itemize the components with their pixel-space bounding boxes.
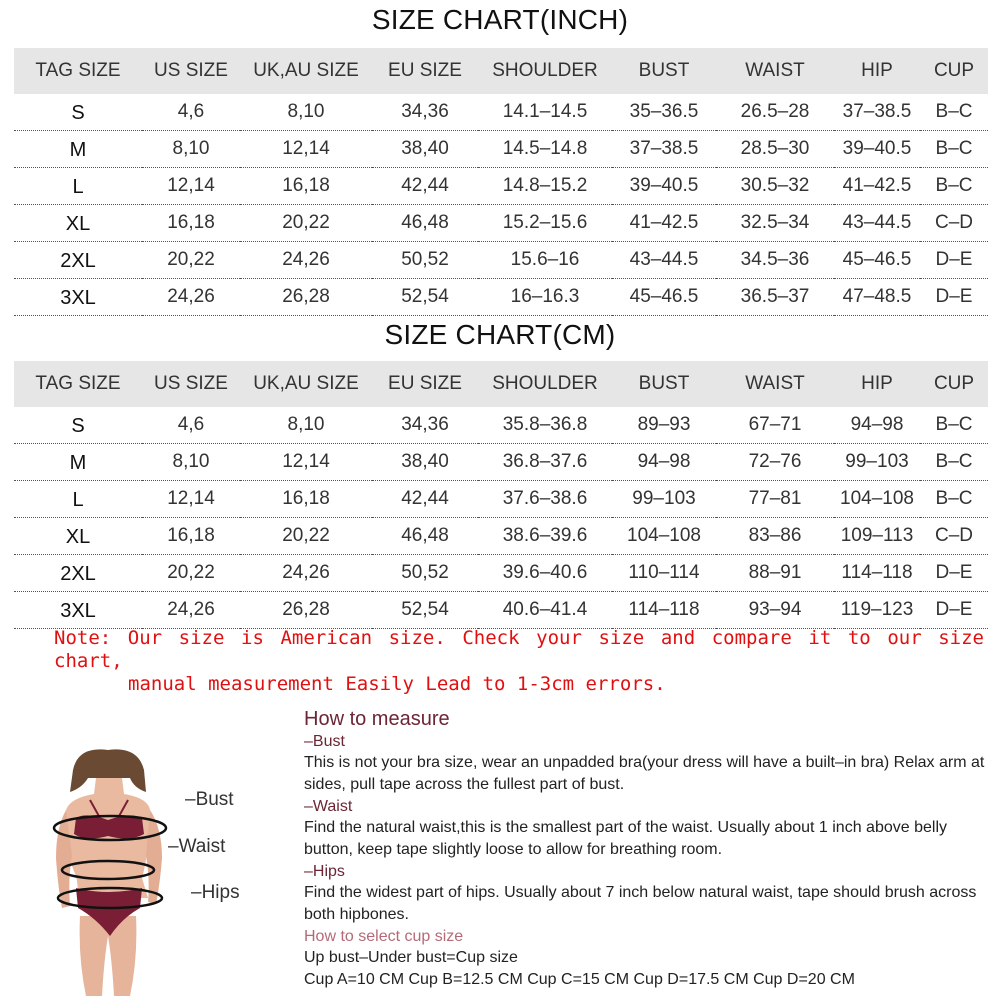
table-cell: 15.2–15.6 [478,205,612,242]
table-cell: XL [14,205,142,242]
table-cell: M [14,131,142,168]
table-cell: S [14,94,142,131]
inch-size-table [14,48,988,316]
column-header: UK,AU SIZE [240,361,372,407]
waist-instructions: Find the natural waist,this is the smallest part of the waist. Usually about 1 inch above belly button, keep tape slightly loose to allow for breathing room. [304,819,947,858]
table-cell: M [14,444,142,481]
figure-label-bust: –Bust [185,789,234,810]
table-cell: B–C [920,131,988,168]
bust-heading: –Bust [304,733,345,750]
table-cell: B–C [920,444,988,481]
table-row [14,279,988,316]
table-cell: 15.6–16 [478,242,612,279]
table-cell: 24,26 [240,555,372,592]
column-header: TAG SIZE [14,48,142,94]
table-cell: 43–44.5 [834,205,920,242]
column-header: HIP [834,361,920,407]
table-cell: C–D [920,518,988,555]
table-cell: 38,40 [372,131,478,168]
table-cell: XL [14,518,142,555]
table-cell: 34,36 [372,407,478,444]
table-cell: L [14,481,142,518]
table-cell: B–C [920,168,988,205]
table-cell: 50,52 [372,242,478,279]
table-cell: 3XL [14,279,142,316]
table-cell: 41–42.5 [612,205,716,242]
table-cell: 42,44 [372,168,478,205]
table-cell: 35–36.5 [612,94,716,131]
table-cell: 8,10 [142,131,240,168]
table-cell: D–E [920,242,988,279]
table-cell: 37–38.5 [834,94,920,131]
figure-label-waist: –Waist [168,836,226,857]
cup-size-formula: Up bust–Under bust=Cup size [304,949,518,966]
table-cell: 46,48 [372,205,478,242]
table-cell: L [14,168,142,205]
note-line-1: Note: Our size is American size. Check your size and compare it to our size chart, [54,627,984,672]
cm-header-row [14,361,988,407]
table-cell: 36.8–37.6 [478,444,612,481]
table-cell: 72–76 [716,444,834,481]
table-cell: 20,22 [240,205,372,242]
table-cell: 14.8–15.2 [478,168,612,205]
table-cell: 93–94 [716,592,834,629]
table-cell: 50,52 [372,555,478,592]
table-cell: 2XL [14,555,142,592]
table-row [14,592,988,629]
table-cell: 67–71 [716,407,834,444]
table-cell: 119–123 [834,592,920,629]
column-header: BUST [612,48,716,94]
table-cell: S [14,407,142,444]
table-cell: 104–108 [834,481,920,518]
waist-heading: –Waist [304,798,353,815]
table-cell: 20,22 [240,518,372,555]
column-header: HIP [834,48,920,94]
table-cell: 38.6–39.6 [478,518,612,555]
column-header: EU SIZE [372,361,478,407]
table-row [14,555,988,592]
table-row [14,518,988,555]
size-note [54,627,984,696]
table-cell: 83–86 [716,518,834,555]
table-cell: 3XL [14,592,142,629]
column-header: BUST [612,361,716,407]
table-cell: 46,48 [372,518,478,555]
column-header: CUP [920,48,988,94]
cm-chart-title: SIZE CHART(CM) [384,319,616,350]
column-header: UK,AU SIZE [240,48,372,94]
column-header: TAG SIZE [14,361,142,407]
table-cell: C–D [920,205,988,242]
note-line-2: manual measurement Easily Lead to 1-3cm errors. [128,673,666,695]
table-row [14,205,988,242]
inch-chart-title: SIZE CHART(INCH) [371,4,629,35]
column-header: SHOULDER [478,361,612,407]
column-header: SHOULDER [478,48,612,94]
table-cell: 8,10 [142,444,240,481]
table-cell: 94–98 [612,444,716,481]
table-cell: 43–44.5 [612,242,716,279]
table-cell: 94–98 [834,407,920,444]
table-row [14,168,988,205]
table-cell: 20,22 [142,555,240,592]
table-cell: 4,6 [142,94,240,131]
table-cell: 34,36 [372,94,478,131]
how-to-measure-section [304,707,992,991]
table-row [14,444,988,481]
table-cell: 32.5–34 [716,205,834,242]
column-header: US SIZE [142,361,240,407]
bust-instructions: This is not your bra size, wear an unpadded bra(your dress will have a built–in bra) Relax arm at sides, pull tape across the fullest part of bust. [304,754,985,793]
table-cell: 36.5–37 [716,279,834,316]
table-cell: 39.6–40.6 [478,555,612,592]
table-cell: 8,10 [240,407,372,444]
table-cell: 104–108 [612,518,716,555]
table-cell: 16,18 [240,168,372,205]
table-cell: 8,10 [240,94,372,131]
table-cell: 47–48.5 [834,279,920,316]
table-cell: 42,44 [372,481,478,518]
table-cell: 35.8–36.8 [478,407,612,444]
table-cell: 38,40 [372,444,478,481]
table-cell: 28.5–30 [716,131,834,168]
table-cell: 16–16.3 [478,279,612,316]
table-cell: 45–46.5 [612,279,716,316]
table-cell: 37–38.5 [612,131,716,168]
table-cell: 37.6–38.6 [478,481,612,518]
table-cell: 52,54 [372,592,478,629]
table-cell: 24,26 [142,279,240,316]
table-cell: 12,14 [142,481,240,518]
table-row [14,242,988,279]
table-cell: 24,26 [142,592,240,629]
table-cell: B–C [920,407,988,444]
table-cell: 39–40.5 [834,131,920,168]
table-cell: 109–113 [834,518,920,555]
table-cell: 45–46.5 [834,242,920,279]
table-row [14,407,988,444]
table-cell: 14.1–14.5 [478,94,612,131]
table-cell: 34.5–36 [716,242,834,279]
table-cell: 16,18 [240,481,372,518]
table-cell: 4,6 [142,407,240,444]
table-cell: 16,18 [142,205,240,242]
table-cell: D–E [920,555,988,592]
table-cell: 89–93 [612,407,716,444]
table-cell: 30.5–32 [716,168,834,205]
cup-size-heading: How to select cup size [304,928,464,945]
table-cell: 114–118 [612,592,716,629]
figure-label-hips: –Hips [191,882,240,903]
cup-size-values: Cup A=10 CM Cup B=12.5 CM Cup C=15 CM Cup D=17.5 CM Cup D=20 CM [304,971,855,988]
table-cell: 12,14 [142,168,240,205]
hips-heading: –Hips [304,863,345,880]
table-cell: 52,54 [372,279,478,316]
hips-instructions: Find the widest part of hips. Usually about 7 inch below natural waist, tape should brush across both hipbones. [304,884,977,923]
table-cell: 14.5–14.8 [478,131,612,168]
table-cell: 2XL [14,242,142,279]
table-row [14,94,988,131]
inch-header-row [14,48,988,94]
table-cell: 40.6–41.4 [478,592,612,629]
table-cell: B–C [920,94,988,131]
column-header: EU SIZE [372,48,478,94]
swimsuit-model-illustration [38,748,178,998]
table-row [14,481,988,518]
column-header: US SIZE [142,48,240,94]
table-cell: 16,18 [142,518,240,555]
table-cell: 99–103 [834,444,920,481]
table-cell: 26,28 [240,279,372,316]
table-cell: 12,14 [240,444,372,481]
table-cell: 24,26 [240,242,372,279]
cm-size-table [14,361,988,629]
column-header: WAIST [716,48,834,94]
table-row [14,131,988,168]
column-header: WAIST [716,361,834,407]
table-cell: 77–81 [716,481,834,518]
table-cell: 88–91 [716,555,834,592]
table-cell: D–E [920,279,988,316]
table-cell: B–C [920,481,988,518]
table-cell: 39–40.5 [612,168,716,205]
table-cell: 20,22 [142,242,240,279]
how-to-measure-title: How to measure [304,708,450,730]
table-cell: D–E [920,592,988,629]
table-cell: 41–42.5 [834,168,920,205]
table-cell: 99–103 [612,481,716,518]
table-cell: 110–114 [612,555,716,592]
table-cell: 114–118 [834,555,920,592]
table-cell: 12,14 [240,131,372,168]
table-cell: 26,28 [240,592,372,629]
table-cell: 26.5–28 [716,94,834,131]
column-header: CUP [920,361,988,407]
